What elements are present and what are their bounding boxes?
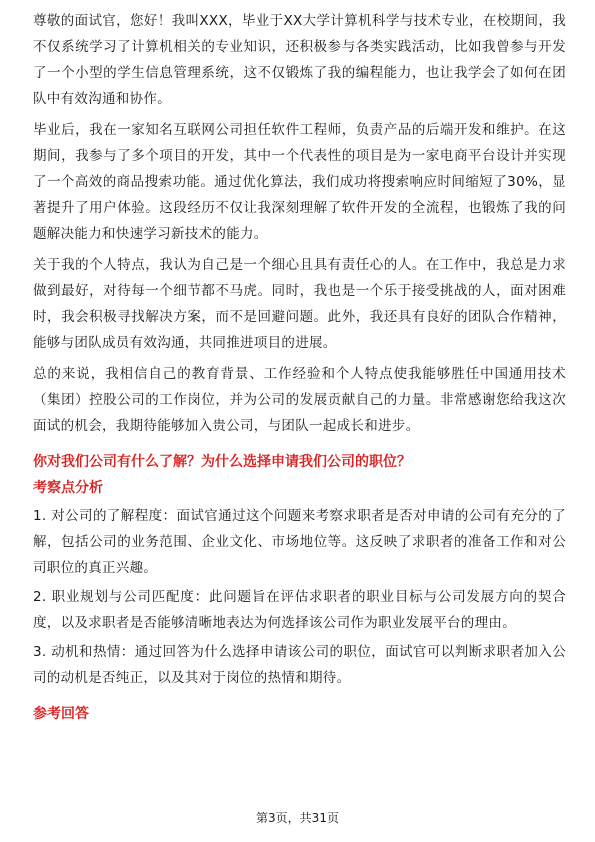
analysis-item-2: 2. 职业规划与公司匹配度：此问题旨在评估求职者的职业目标与公司发展方向的契合度，以及求职者是否能够清晰地表达为何选择该公司作为职业发展平台的理由。 [33, 589, 566, 631]
analysis-item-1: 1. 对公司的了解程度：面试官通过这个问题来考察求职者是否对申请的公司有充分的了解，包括公司的业务范围、企业文化、市场地位等。这反映了求职者的准备工作和对公司职位的真正兴趣。 [33, 508, 566, 576]
body-paragraph-conclusion: 总的来说，我相信自己的教育背景、工作经验和个人特点使我能够胜任中国通用技术（集团）控股公司的工作岗位，并为公司的发展贡献自己的力量。非常感谢您给我这次面试的机会，我期待能够加入贵公司，与团队一起成长和进步。 [33, 366, 566, 434]
body-paragraph-intro: 尊敬的面试官，您好！我叫XXX，毕业于XX大学计算机科学与技术专业，在校期间，我不仅系统学习了计算机相关的专业知识，还积极参与各类实践活动，比如我曾参与开发了一个小型的学生信息管理系统，这不仅锻炼了我的编程能力，也让我学会了如何在团队中有效沟通和协作。 [33, 13, 566, 107]
analysis-heading: 考察点分析 [33, 480, 103, 496]
analysis-item-3: 3. 动机和热情：通过回答为什么选择申请该公司的职位，面试官可以判断求职者加入公司的动机是否纯正，以及其对于岗位的热情和期待。 [33, 644, 566, 686]
body-paragraph-experience: 毕业后，我在一家知名互联网公司担任软件工程师，负责产品的后端开发和维护。在这期间，我参与了多个项目的开发，其中一个代表性的项目是为一家电商平台设计并实现了一个高效的商品搜索功能。通过优化算法，我们成功将搜索响应时间缩短了30%，显著提升了用户体验。这段经历不仅让我深刻理解了软件开发的全流程，也锻炼了我的问题解决能力和快速学习新技术的能力。 [33, 122, 566, 242]
question-heading: 你对我们公司有什么了解？为什么选择申请我们公司的职位？ [33, 454, 411, 470]
body-paragraph-traits: 关于我的个人特点，我认为自己是一个细心且具有责任心的人。在工作中，我总是力求做到最好，对待每一个细节都不马虎。同时，我也是一个乐于接受挑战的人，面对困难时，我会积极寻找解决方案，而不是回避问题。此外，我还具有良好的团队合作精神，能够与团队成员有效沟通，共同推进项目的进展。 [33, 257, 566, 351]
document-page [33, 8, 566, 729]
page-number-footer: 第3页，共31页 [256, 811, 339, 825]
reference-answer-heading: 参考回答 [33, 706, 89, 722]
